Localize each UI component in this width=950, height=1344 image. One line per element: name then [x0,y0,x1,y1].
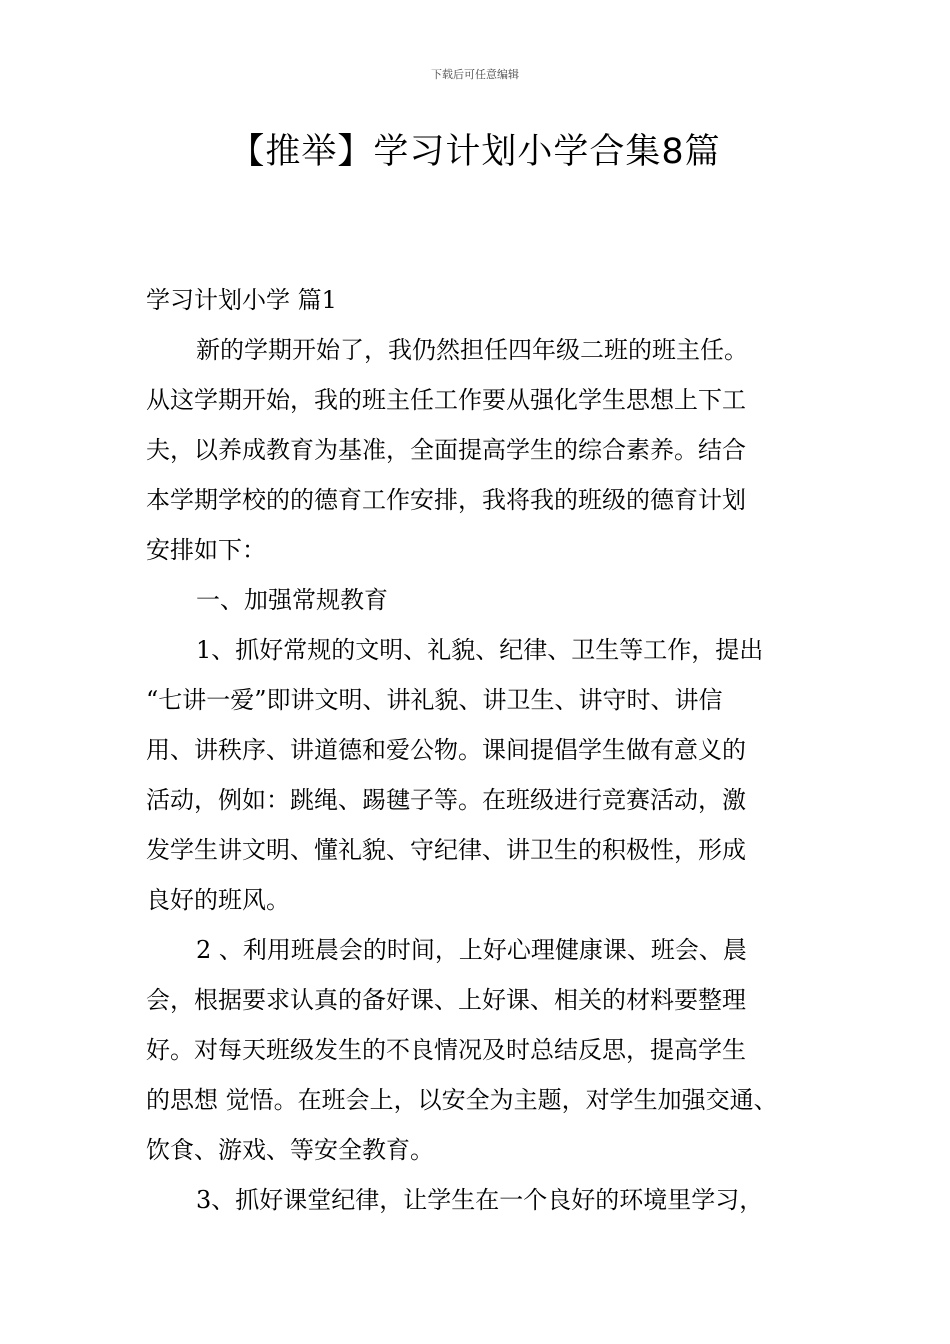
paragraph-line: 安排如下： [146,536,266,564]
document-title: 【推举】学习计划小学合集8篇 [229,132,721,172]
paragraph-line: 从这学期开始，我的班主任工作要从强化学生思想上下工 [146,386,746,414]
document-body [146,275,826,1225]
subsection-heading: 一、加强常规教育 [196,586,388,614]
paragraph-line: “七讲一爱”即讲文明、讲礼貌、讲卫生、讲守时、讲信 [146,686,723,714]
paragraph-line: 用、讲秩序、讲道德和爱公物。课间提倡学生做有意义的 [146,736,746,764]
paragraph-line: 活动，例如：跳绳、踢毽子等。在班级进行竞赛活动，激 [146,786,746,814]
section-heading: 学习计划小学 篇1 [146,286,337,314]
paragraph-line: 夫，以养成教育为基准，全面提高学生的综合素养。结合 [146,436,746,464]
paragraph-line: 的思想 觉悟。在班会上，以安全为主题，对学生加强交通、 [146,1086,778,1114]
paragraph-line: 良好的班风。 [146,886,290,914]
paragraph-line: 新的学期开始了，我仍然担任四年级二班的班主任。 [196,336,748,364]
paragraph-line: 本学期学校的的德育工作安排，我将我的班级的德育计划 [146,486,746,514]
paragraph-line: 1、抓好常规的文明、礼貌、纪律、卫生等工作，提出 [196,636,764,664]
paragraph-line: 会，根据要求认真的备好课、上好课、相关的材料要整理 [146,986,746,1014]
paragraph-line: 2 、利用班晨会的时间，上好心理健康课、班会、晨 [196,936,747,964]
paragraph-line: 发学生讲文明、懂礼貌、守纪律、讲卫生的积极性，形成 [146,836,746,864]
paragraph-line: 3、抓好课堂纪律，让学生在一个良好的环境里学习， [196,1186,764,1214]
paragraph-line: 饮食、游戏、等安全教育。 [146,1136,434,1164]
header-note: 下载后可任意编辑 [431,68,519,81]
paragraph-line: 好。对每天班级发生的不良情况及时总结反思，提高学生 [146,1036,746,1064]
